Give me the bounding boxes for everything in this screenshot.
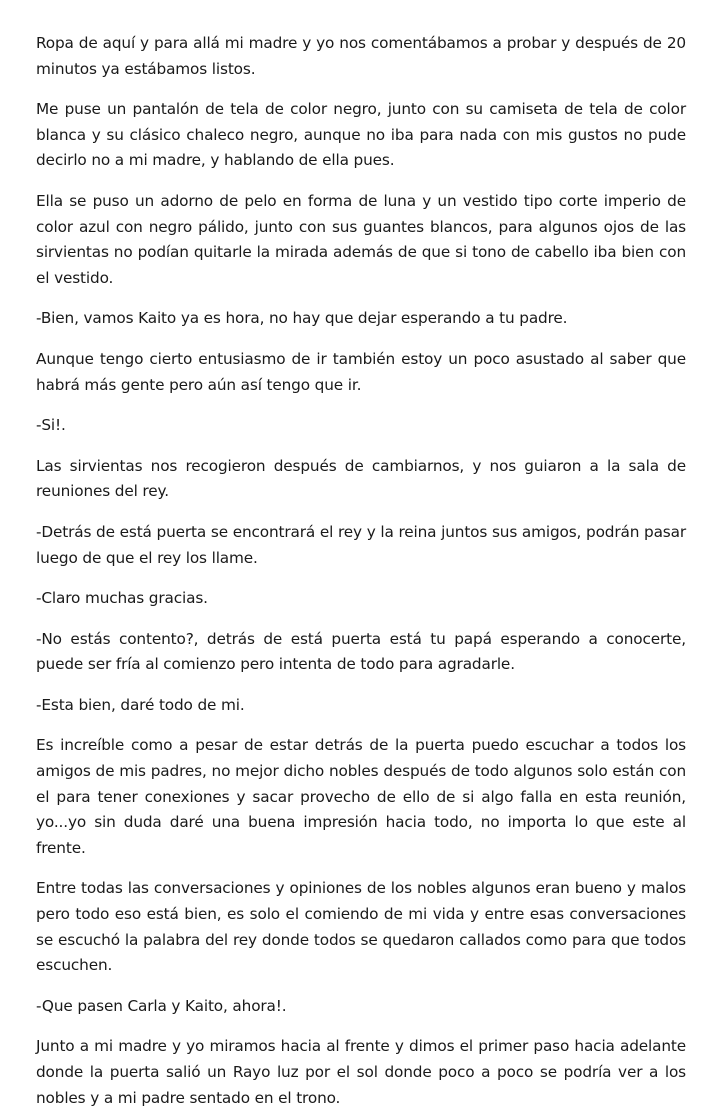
dialogue-line: -Bien, vamos Kaito ya es hora, no hay que dejar esperando a tu padre. <box>36 309 568 328</box>
paragraph: Junto a mi madre y yo miramos hacia al frente y dimos el primer paso hacia adelante donde la puerta salió un Rayo luz por el sol donde poco a poco se podría ver a los nobles y a mi padre sentado en el trono. <box>36 1037 686 1107</box>
dialogue-line: -Que pasen Carla y Kaito, ahora!. <box>36 996 287 1015</box>
paragraph: Las sirvientas nos recogieron después de cambiarnos, y nos guiaron a la sala de reuniones del rey. <box>36 456 686 501</box>
dialogue-line: -Si!. <box>36 416 66 435</box>
paragraph: Me puse un pantalón de tela de color negro, junto con su camiseta de tela de color blanca y su clásico chaleco negro, aunque no iba para nada con mis gustos no pude decirlo no a mi madre, y hablando de ella pues. <box>36 100 686 170</box>
paragraph: Es increíble como a pesar de estar detrás de la puerta puedo escuchar a todos los amigos de mis padres, no mejor dicho nobles después de todo algunos solo están con el para tener conexiones y sacar provecho de ello de si algo falla en esta reunión, yo...yo sin duda daré una buena impresión hacia todo, no importa lo que este al frente. <box>36 736 686 857</box>
paragraph: Entre todas las conversaciones y opiniones de los nobles algunos eran bueno y malos pero todo eso está bien, es solo el comiendo de mi vida y entre esas conversaciones se escuchó la palabra del rey donde todos se quedaron callados como para que todos escuchen. <box>36 879 686 975</box>
dialogue-line: -Claro muchas gracias. <box>36 589 208 608</box>
dialogue-line: -No estás contento?, detrás de está puerta está tu papá esperando a conocerte, puede ser fría al comienzo pero intenta de todo para agradarle. <box>36 629 686 674</box>
paragraph: Aunque tengo cierto entusiasmo de ir también estoy un poco asustado al saber que habrá más gente pero aún así tengo que ir. <box>36 349 686 394</box>
paragraph: Ropa de aquí y para allá mi madre y yo nos comentábamos a probar y después de 20 minutos ya estábamos listos. <box>36 34 686 78</box>
dialogue-line: -Detrás de está puerta se encontrará el rey y la reina juntos sus amigos, podrán pasar luego de que el rey los llame. <box>36 522 686 567</box>
dialogue-line: -Esta bien, daré todo de mi. <box>36 695 245 714</box>
paragraph: Ella se puso un adorno de pelo en forma de luna y un vestido tipo corte imperio de color azul con negro pálido, junto con sus guantes blancos, para algunos ojos de las sirvientas no podían quitarle la mirada además de que si tono de cabello iba bien con el vestido. <box>36 191 686 287</box>
